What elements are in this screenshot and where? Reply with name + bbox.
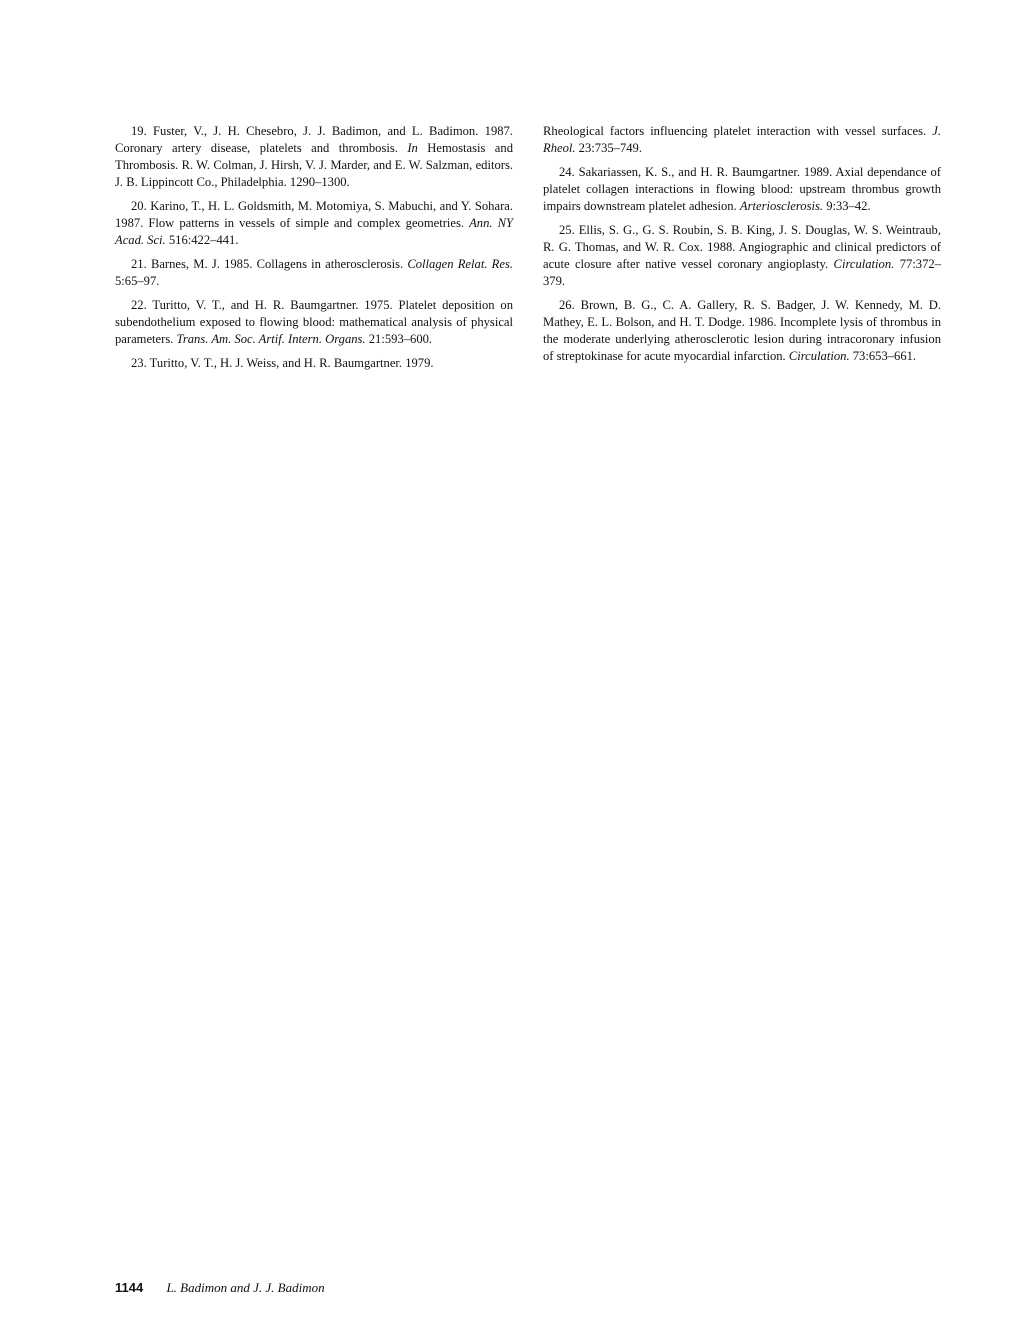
- references-right-column: [543, 123, 941, 372]
- reference-entry: [115, 198, 513, 249]
- reference-text: 9:33–42.: [823, 199, 871, 213]
- reference-text: 73:653–661.: [849, 349, 917, 363]
- reference-entry: [543, 123, 941, 157]
- reference-text: 23:735–749.: [575, 141, 642, 155]
- reference-text: 23. Turitto, V. T., H. J. Weiss, and H. R. Baumgartner. 1979.: [131, 356, 434, 370]
- reference-text: Rheological factors influencing platelet interaction with vessel surfaces.: [543, 124, 933, 138]
- reference-italic-text: Circulation.: [788, 349, 850, 363]
- reference-entry: [115, 123, 513, 191]
- reference-entry: [115, 297, 513, 348]
- reference-text: 21. Barnes, M. J. 1985. Collagens in atherosclerosis.: [131, 257, 408, 271]
- reference-entry: [543, 164, 941, 215]
- reference-text: 24. Sakariassen, K. S., and H. R. Baumgartner. 1989. Axial dependance of platelet collagen interactions in flowing blood: upstream thrombus growth impairs downstream platelet adhesion.: [543, 165, 941, 213]
- references-left-column: [115, 123, 513, 379]
- reference-text: 77:372–379.: [543, 257, 941, 288]
- reference-entry: [543, 222, 941, 290]
- reference-text: 5:65–97.: [115, 274, 160, 288]
- page-footer: [115, 1280, 325, 1296]
- reference-italic-text: Collagen Relat. Res.: [407, 257, 513, 271]
- reference-text: 20. Karino, T., H. L. Goldsmith, M. Motomiya, S. Mabuchi, and Y. Sohara. 1987. Flow patterns in vessels of simple and complex geometries.: [115, 199, 513, 230]
- page-number: 1144: [115, 1280, 144, 1295]
- reference-entry: [115, 355, 513, 372]
- reference-text: 25. Ellis, S. G., G. S. Roubin, S. B. King, J. S. Douglas, W. S. Weintraub, R. G. Thomas, and W. R. Cox. 1988. Angiographic and clinical predictors of acute closure after native vessel coronary angioplasty.: [543, 223, 941, 271]
- reference-text: Hemostasis and Thrombosis. R. W. Colman, J. Hirsh, V. J. Marder, and E. W. Salzman, editors. J. B. Lippincott Co., Philadelphia. 1290–1300.: [115, 141, 513, 189]
- reference-text: 21:593–600.: [365, 332, 433, 346]
- reference-italic-text: Ann. NY Acad. Sci.: [115, 216, 513, 247]
- reference-italic-text: In: [407, 141, 418, 155]
- reference-entry: [543, 297, 941, 365]
- reference-text: 26. Brown, B. G., C. A. Gallery, R. S. Badger, J. W. Kennedy, M. D. Mathey, E. L. Bolson, and H. T. Dodge. 1986. Incomplete lysis of thrombus in the moderate underlying atherosclerotic lesion during intracoronary infusion of streptokinase for acute myocardial infarction.: [543, 298, 941, 363]
- reference-text: 516:422–441.: [165, 233, 239, 247]
- reference-italic-text: J. Rheol.: [543, 124, 941, 155]
- reference-text: 19. Fuster, V., J. H. Chesebro, J. J. Badimon, and L. Badimon. 1987. Coronary artery disease, platelets and thrombosis.: [115, 124, 513, 155]
- reference-italic-text: Trans. Am. Soc. Artif. Intern. Organs.: [176, 332, 366, 346]
- reference-entry: [115, 256, 513, 290]
- reference-italic-text: Arteriosclerosis.: [739, 199, 824, 213]
- reference-text: 22. Turitto, V. T., and H. R. Baumgartner. 1975. Platelet deposition on subendothelium exposed to flowing blood: mathematical analysis of physical parameters.: [115, 298, 513, 346]
- reference-italic-text: Circulation.: [833, 257, 895, 271]
- running-head-authors: L. Badimon and J. J. Badimon: [166, 1280, 325, 1295]
